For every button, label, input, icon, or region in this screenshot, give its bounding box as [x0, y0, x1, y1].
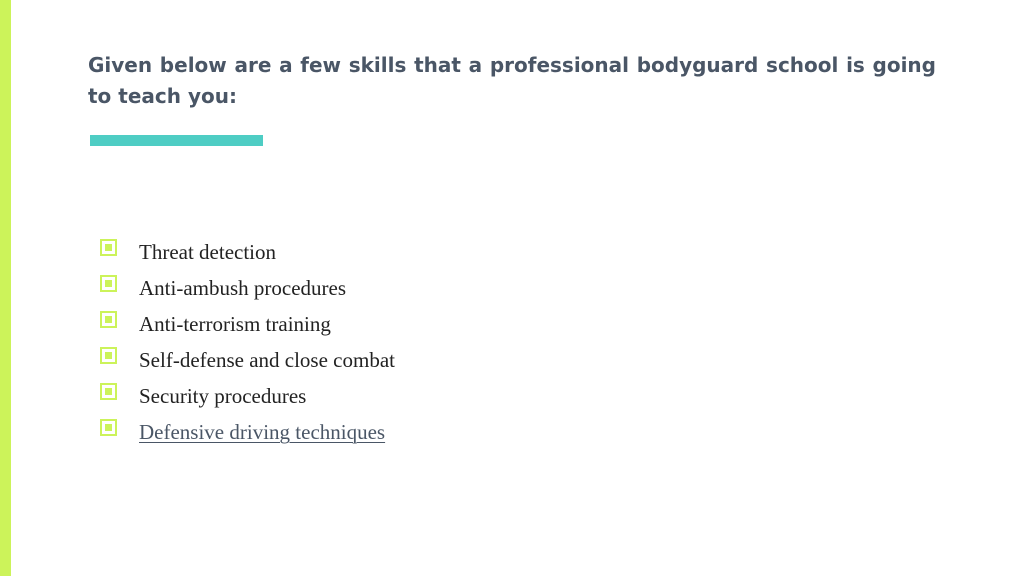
- square-bullet-icon: [100, 239, 117, 256]
- defensive-driving-link[interactable]: Defensive driving techniques: [139, 420, 386, 444]
- skill-label: Anti-ambush procedures: [139, 276, 347, 300]
- list-item-defensive-driving: [98, 415, 395, 451]
- square-bullet-icon: [100, 383, 117, 400]
- square-bullet-icon: [100, 419, 117, 436]
- list-item-threat-detection: [98, 235, 395, 271]
- list-item-security-procedures: [98, 379, 395, 415]
- heading-underline-bar: [90, 135, 263, 146]
- list-item-self-defense: [98, 343, 395, 379]
- skill-label: Self-defense and close combat: [139, 348, 395, 372]
- square-bullet-icon: [100, 311, 117, 328]
- skill-label: Security procedures: [139, 384, 307, 408]
- list-item-anti-ambush: [98, 271, 395, 307]
- skills-list: [98, 235, 395, 451]
- skill-label: Threat detection: [139, 240, 277, 264]
- left-accent-bar: [0, 0, 11, 576]
- skill-label: Anti-terrorism training: [139, 312, 331, 336]
- slide-heading: Given below are a few skills that a professional bodyguard school is going to teach you:: [88, 53, 936, 108]
- square-bullet-icon: [100, 347, 117, 364]
- list-item-anti-terrorism: [98, 307, 395, 343]
- square-bullet-icon: [100, 275, 117, 292]
